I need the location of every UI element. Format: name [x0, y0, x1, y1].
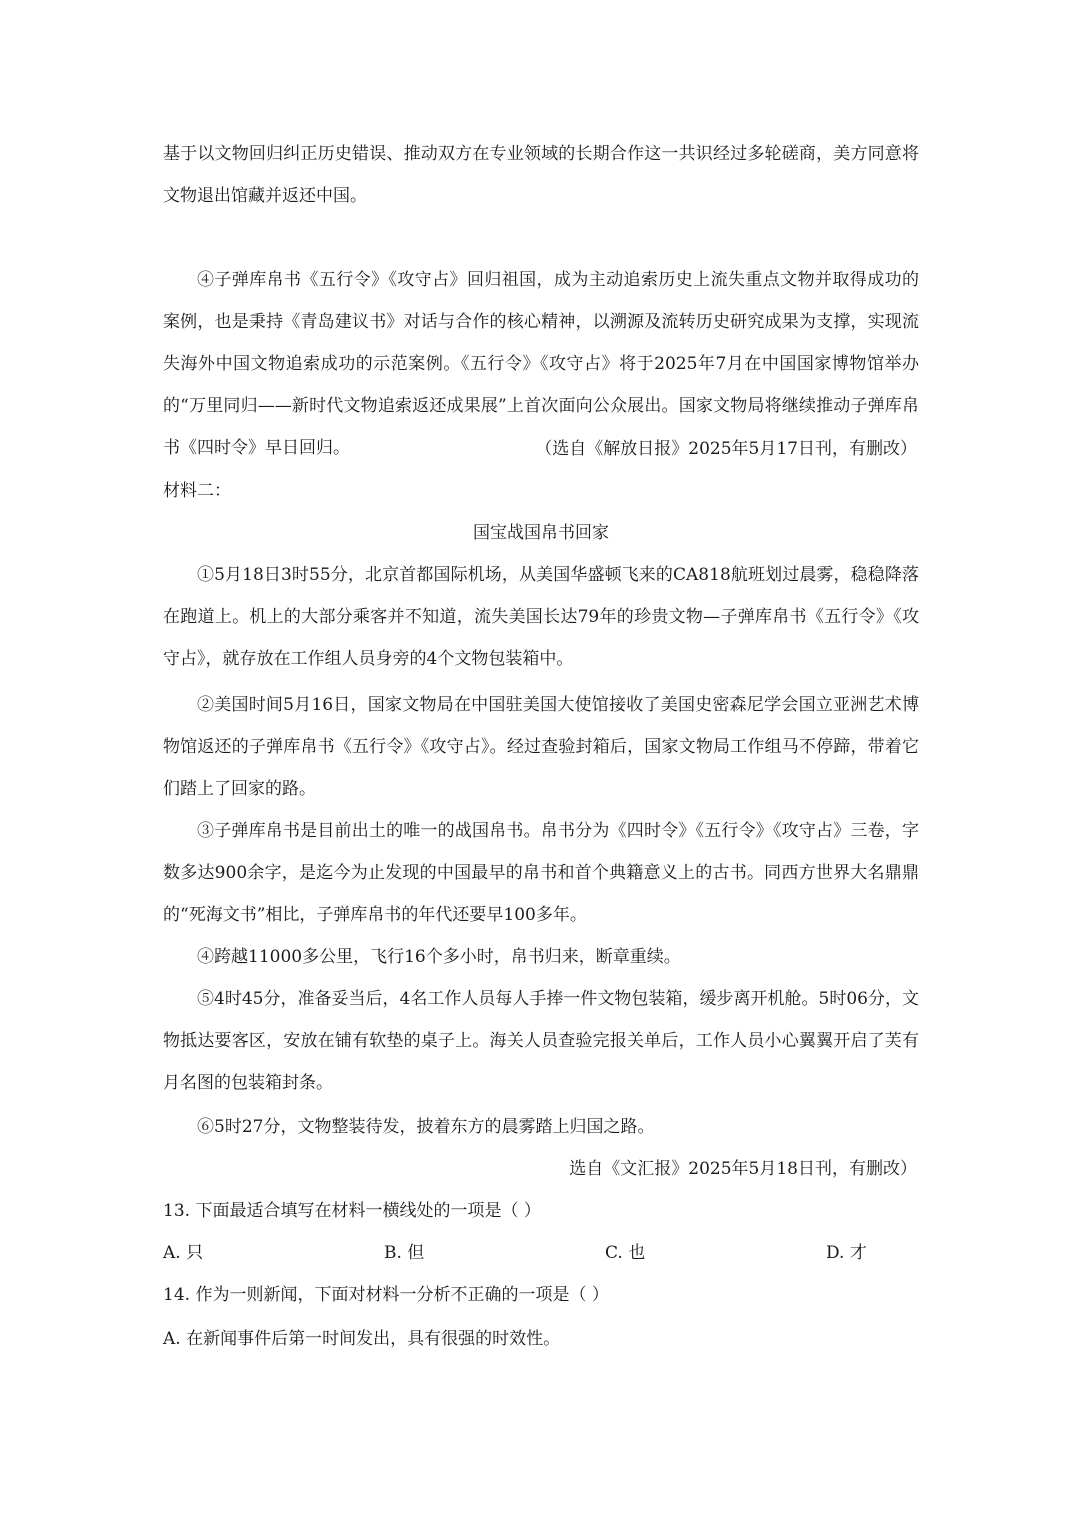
- material-one-paragraph-continued: 基于以文物回归纠正历史错误、推动双方在专业领域的长期合作这一共识经过多轮磋商，美方同意将文物退出馆藏并返还中国。: [163, 144, 919, 206]
- material-two-paragraph-3: ③子弹库帛书是目前出土的唯一的战国帛书。帛书分为《四时令》《五行令》《攻守占》三卷，字数多达900余字，是迄今为止发现的中国最早的帛书和首个典籍意义上的古书。同西方世界大名鼎鼎的“死海文书”相比，子弹库帛书的年代还要早100多年。: [163, 821, 919, 925]
- question-13-option-d[interactable]: D. 才: [826, 1243, 867, 1263]
- material-two-paragraph-6: ⑥5时27分，文物整装待发，披着东方的晨雾踏上归国之路。: [197, 1117, 655, 1137]
- material-two-paragraph-1: ①5月18日3时55分，北京首都国际机场，从美国华盛顿飞来的CA818航班划过晨雾，稳稳降落在跑道上。机上的大部分乘客并不知道，流失美国长达79年的珍贵文物—子弹库帛书《五行令》《攻守占》，就存放在工作组人员身旁的4个文物包装箱中。: [163, 565, 919, 669]
- material-two-source: 选自《文汇报》2025年5月18日刊，有删改）: [569, 1159, 917, 1179]
- question-13-option-c[interactable]: C. 也: [605, 1243, 646, 1263]
- question-13-stem: 13. 下面最适合填写在材料一横线处的一项是（ ）: [163, 1201, 541, 1221]
- material-two-paragraph-4: ④跨越11000多公里，飞行16个多小时，帛书归来，断章重续。: [197, 947, 681, 967]
- material-two-paragraph-2: ②美国时间5月16日，国家文物局在中国驻美国大使馆接收了美国史密森尼学会国立亚洲艺术博物馆返还的子弹库帛书《五行令》《攻守占》。经过查验封箱后，国家文物局工作组马不停蹄，带着它们踏上了回家的路。: [163, 695, 919, 799]
- question-13-options: [163, 1232, 919, 1274]
- question-13-option-b[interactable]: B. 但: [384, 1243, 425, 1263]
- question-14-option-a[interactable]: A. 在新闻事件后第一时间发出，具有很强的时效性。: [163, 1329, 561, 1349]
- material-two-label: 材料二：: [163, 481, 231, 501]
- material-one-paragraph-4: ④子弹库帛书《五行令》《攻守占》回归祖国，成为主动追索历史上流失重点文物并取得成功的案例，也是秉持《青岛建议书》对话与合作的核心精神，以溯源及流转历史研究成果为支撑，实现流失海外中国文物追索成功的示范案例。《五行令》《攻守占》将于2025年7月在中国国家博物馆举办的“万里同归——新时代文物追索返还成果展”上首次面向公众展出。国家文物局将继续推动子弹库帛书《四时令》早日回归。: [163, 270, 919, 458]
- material-two-title: 国宝战国帛书回家: [473, 523, 609, 543]
- material-one-source: （选自《解放日报》2025年5月17日刊，有删改）: [535, 439, 917, 459]
- question-13-option-a[interactable]: A. 只: [163, 1243, 204, 1263]
- question-14-stem: 14. 作为一则新闻，下面对材料一分析不正确的一项是（ ）: [163, 1285, 609, 1305]
- material-two-paragraph-5: ⑤4时45分，准备妥当后，4名工作人员每人手捧一件文物包装箱，缓步离开机舱。5时06分，文物抵达要客区，安放在铺有软垫的桌子上。海关人员查验完报关单后，工作人员小心翼翼开启了芙有月名图的包装箱封条。: [163, 989, 919, 1093]
